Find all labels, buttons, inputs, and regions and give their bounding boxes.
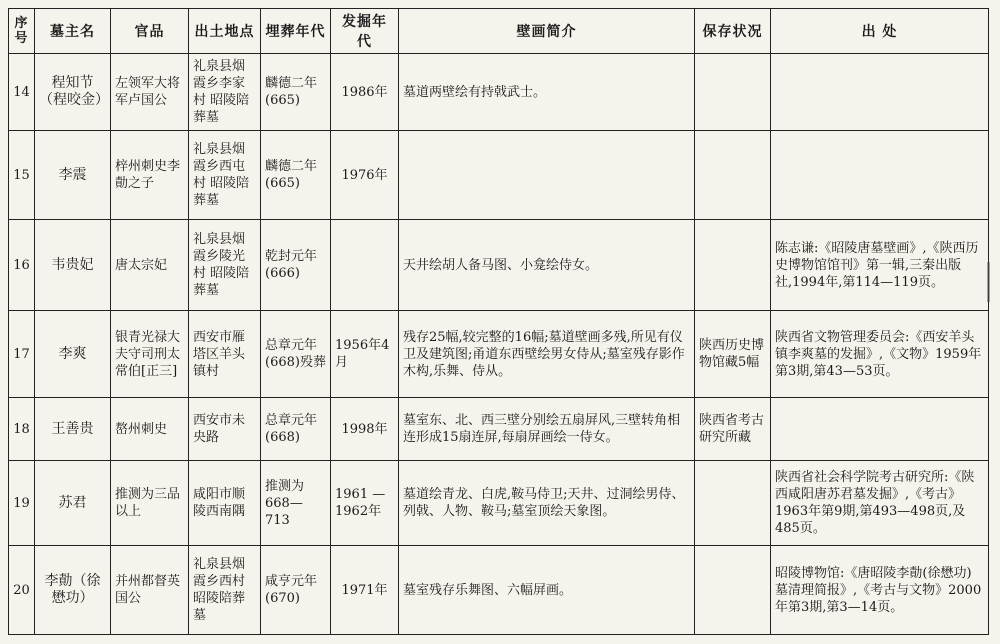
burial-date: 麟德二年(665): [261, 131, 331, 220]
site-location: 西安市雁塔区羊头镇村: [189, 311, 261, 398]
preservation-status: [695, 220, 771, 311]
header-location: 出土地点: [189, 9, 261, 54]
source-citation: [771, 54, 989, 131]
source-citation: 陈志谦:《昭陵唐墓壁画》,《陕西历史博物馆馆刊》第一辑,三秦出版社,1994年,第114—119页。: [771, 220, 989, 311]
tomb-owner: 苏君: [35, 461, 111, 546]
header-rank: 官品: [111, 9, 189, 54]
row-index: 20: [9, 546, 35, 635]
site-location: 礼泉县烟霞乡陵光村 昭陵陪葬墓: [189, 220, 261, 311]
burial-date: 推测为668—713: [261, 461, 331, 546]
page-edge-mark: [987, 262, 1000, 302]
row-index: 19: [9, 461, 35, 546]
burial-date: 咸亨元年(670): [261, 546, 331, 635]
header-name: 墓主名: [35, 9, 111, 54]
tomb-owner: 韦贵妃: [35, 220, 111, 311]
official-rank: 嶅州刺史: [111, 398, 189, 461]
preservation-status: 陕西省考古研究所藏: [695, 398, 771, 461]
tomb-owner: 李震: [35, 131, 111, 220]
row-index: 14: [9, 54, 35, 131]
official-rank: 梓州刺史李勣之子: [111, 131, 189, 220]
source-citation: [771, 131, 989, 220]
burial-date: 麟德二年(665): [261, 54, 331, 131]
official-rank: 推测为三品以上: [111, 461, 189, 546]
site-location: 礼泉县烟霞乡西村昭陵陪葬墓: [189, 546, 261, 635]
table-row: [9, 461, 989, 546]
tomb-owner: 程知节（程咬金）: [35, 54, 111, 131]
mural-summary: 墓室东、北、西三壁分别绘五扇屏风,三壁转角相连形成15扇连屏,每扇屏画绘一侍女。: [399, 398, 695, 461]
tomb-mural-table: [8, 8, 989, 635]
header-preservation: 保存状况: [695, 9, 771, 54]
mural-summary: [399, 131, 695, 220]
table-row: [9, 546, 989, 635]
tomb-owner: 李勣（徐懋功）: [35, 546, 111, 635]
excavation-date: 1971年: [331, 546, 399, 635]
official-rank: 银青光禄大夫守司刑太常伯[正三]: [111, 311, 189, 398]
tomb-owner: 王善贵: [35, 398, 111, 461]
preservation-status: [695, 546, 771, 635]
preservation-status: 陕西历史博物馆藏5幅: [695, 311, 771, 398]
table-row: [9, 398, 989, 461]
official-rank: 左领军大将军卢国公: [111, 54, 189, 131]
preservation-status: [695, 461, 771, 546]
header-source: 出 处: [771, 9, 989, 54]
mural-summary: 天井绘胡人备马图、小龛绘侍女。: [399, 220, 695, 311]
preservation-status: [695, 131, 771, 220]
table-row: [9, 311, 989, 398]
excavation-date: 1961 — 1962年: [331, 461, 399, 546]
header-excavation: 发掘年代: [331, 9, 399, 54]
excavation-date: 1986年: [331, 54, 399, 131]
mural-summary: 墓室残存乐舞图、六幅屏画。: [399, 546, 695, 635]
excavation-date: 1998年: [331, 398, 399, 461]
excavation-date: 1956年4月: [331, 311, 399, 398]
row-index: 17: [9, 311, 35, 398]
tomb-owner: 李爽: [35, 311, 111, 398]
source-citation: 陕西省社会科学院考古研究所:《陕西咸阳唐苏君墓发掘》,《考古》1963年第9期,第493—498页,及485页。: [771, 461, 989, 546]
source-citation: [771, 398, 989, 461]
header-row: [9, 9, 989, 54]
table-row: [9, 131, 989, 220]
burial-date: 总章元年(668): [261, 398, 331, 461]
burial-date: 总章元年(668)殁葬: [261, 311, 331, 398]
header-mural: 壁画简介: [399, 9, 695, 54]
site-location: 礼泉县烟霞乡西屯村 昭陵陪葬墓: [189, 131, 261, 220]
header-burial: 埋葬年代: [261, 9, 331, 54]
official-rank: 唐太宗妃: [111, 220, 189, 311]
site-location: 礼泉县烟霞乡李家村 昭陵陪葬墓: [189, 54, 261, 131]
burial-date: 乾封元年(666): [261, 220, 331, 311]
row-index: 18: [9, 398, 35, 461]
row-index: 16: [9, 220, 35, 311]
preservation-status: [695, 54, 771, 131]
source-citation: 昭陵博物馆:《唐昭陵李勣(徐懋功)墓清理简报》,《考古与文物》2000年第3期,第3—14页。: [771, 546, 989, 635]
site-location: 西安市未央路: [189, 398, 261, 461]
excavation-date: [331, 220, 399, 311]
mural-summary: 墓道两壁绘有持戟武士。: [399, 54, 695, 131]
header-index: 序号: [9, 9, 35, 54]
row-index: 15: [9, 131, 35, 220]
site-location: 咸阳市顺陵西南隅: [189, 461, 261, 546]
mural-summary: 残存25幅,较完整的16幅;墓道壁画多残,所见有仪卫及建筑图;甬道东西壁绘男女侍从;墓室残存影作木构,乐舞、侍从。: [399, 311, 695, 398]
table-row: [9, 220, 989, 311]
official-rank: 并州都督英国公: [111, 546, 189, 635]
excavation-date: 1976年: [331, 131, 399, 220]
table-row: [9, 54, 989, 131]
source-citation: 陕西省文物管理委员会:《西安羊头镇李爽墓的发掘》,《文物》1959年第3期,第43—53页。: [771, 311, 989, 398]
mural-summary: 墓道绘青龙、白虎,鞍马侍卫;天井、过洞绘男侍、列戟、人物、鞍马;墓室顶绘天象图。: [399, 461, 695, 546]
